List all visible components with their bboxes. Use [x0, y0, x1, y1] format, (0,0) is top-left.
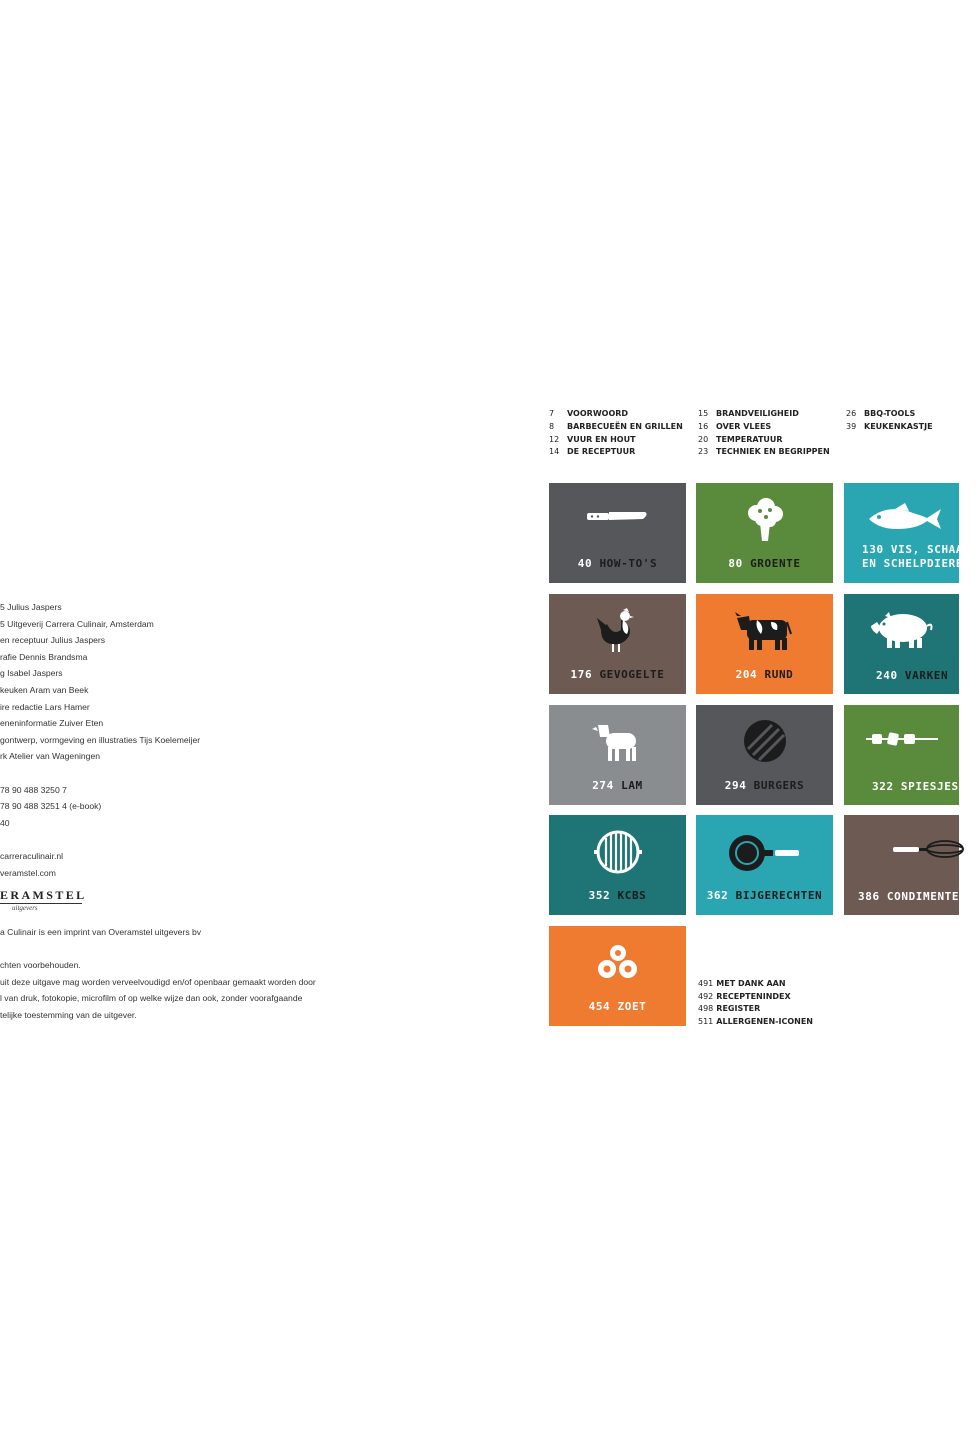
toc-list [549, 408, 959, 464]
knife-icon [583, 497, 653, 537]
toc-entry[interactable]: 16 OVER VLEES [698, 421, 772, 431]
back-matter-entry[interactable]: 492 RECEPTENINDEX [698, 991, 791, 1001]
toc-column-2 [698, 408, 830, 459]
back-matter-entry[interactable]: 498 REGISTER [698, 1004, 761, 1013]
chapter-tile-vis[interactable]: 130 VIS, SCHAAL- EN SCHELPDIEREN [844, 483, 959, 583]
burger-icon [740, 719, 790, 765]
back-matter-list [698, 978, 813, 1028]
chapter-tile-groente[interactable]: 80 GROENTE [696, 483, 833, 583]
toc-entry[interactable]: 15 BRANDVEILIGHEID [698, 409, 799, 418]
colophon-line: 5 Julius Jaspers [0, 602, 62, 612]
toc-entry[interactable]: 12 VUUR EN HOUT [549, 434, 636, 444]
toc-column-1 [549, 408, 683, 459]
chapter-tile-condimenten[interactable]: 386 CONDIMENTEN [844, 815, 959, 915]
pan-icon [725, 829, 805, 875]
colophon-line: 5 Uitgeverij Carrera Culinair, Amsterdam [0, 618, 154, 629]
chapter-tile-varken[interactable]: 240 VARKEN [844, 594, 959, 694]
isbn-line: 78 90 488 3251 4 (e-book) [0, 801, 102, 812]
imprint-line: a Culinair is een imprint van Overamstel uitgevers bv [0, 927, 202, 938]
chapter-tile-spiesjes[interactable]: 322 SPIESJES [844, 705, 959, 805]
lamb-icon [590, 719, 646, 765]
fish-icon [857, 497, 947, 537]
toc-column-3 [846, 408, 933, 434]
colophon-line: gontwerp, vormgeving en illustraties Tijs Koelemeijer [0, 734, 201, 745]
chapter-tile-zoet[interactable]: 454 ZOET [549, 926, 686, 1026]
isbn-line: 78 90 488 3250 7 [0, 784, 67, 795]
broccoli-icon [740, 497, 790, 543]
toc-entry[interactable]: 23 TECHNIEK EN BEGRIPPEN [698, 447, 830, 457]
back-matter-entry[interactable]: 511 ALLERGENEN-ICONEN [698, 1016, 814, 1026]
toc-entry[interactable]: 26 BBQ-TOOLS [846, 409, 916, 418]
back-matter-entry[interactable]: 491 MET DANK AAN [698, 979, 786, 988]
colophon-line: ire redactie Lars Hamer [0, 701, 90, 712]
colophon-line: g Isabel Jaspers [0, 668, 63, 679]
chapter-tile-how-tos[interactable]: 40 HOW-TO'S [549, 483, 686, 583]
toc-entry[interactable]: 20 TEMPERATUUR [698, 434, 783, 444]
whisk-icon [857, 829, 947, 869]
colophon-line: eneninformatie Zuiver Eten [0, 718, 104, 729]
pig-icon [857, 608, 947, 654]
chapter-tile-lam[interactable]: 274 LAM [549, 705, 686, 805]
toc-entry[interactable]: 14 DE RECEPTUUR [549, 447, 636, 457]
rights-line: uit deze uitgave mag worden verveelvoudigd en/of openbaar gemaakt worden door [0, 976, 316, 987]
rights-line: chten voorbehouden. [0, 960, 81, 971]
website-line: veramstel.com [0, 867, 56, 878]
website-line: carreraculinair.nl [0, 850, 64, 861]
toc-entry[interactable]: 7 VOORWOORD [549, 409, 629, 418]
toc-entry[interactable]: 39 KEUKENKASTJE [846, 421, 933, 431]
publisher-logo-sub: uitgevers [12, 904, 38, 913]
sweets-icon [593, 940, 643, 986]
colophon-line: keuken Aram van Beek [0, 684, 89, 695]
chapter-tile-gevogelte[interactable]: 176 GEVOGELTE [549, 594, 686, 694]
rights-line: telijke toestemming van de uitgever. [0, 1010, 137, 1021]
colophon-line: rk Atelier van Wageningen [0, 751, 100, 762]
colophon [0, 599, 360, 1024]
chicken-icon [593, 608, 643, 654]
colophon-line: en receptuur Julius Jaspers [0, 635, 106, 646]
grill-icon [590, 829, 646, 875]
rights-line: l van druk, fotokopie, microfilm of op welke wijze dan ook, zonder voorafgaande [0, 993, 303, 1004]
skewer-icon [862, 719, 942, 759]
publisher-logo-word: ERAMSTEL [0, 888, 87, 903]
cow-icon [733, 608, 797, 654]
colophon-line: rafie Dennis Brandsma [0, 651, 88, 662]
chapter-tile-burgers[interactable]: 294 BURGERS [696, 705, 833, 805]
toc-entry[interactable]: 8 BARBECUEËN EN GRILLEN [549, 421, 683, 431]
chapter-tile-rund[interactable]: 204 RUND [696, 594, 833, 694]
chapter-tile-bijgerechten[interactable]: 362 BIJGERECHTEN [696, 815, 833, 915]
publisher-logo [0, 889, 360, 915]
chapter-tile-kcbs[interactable]: 352 KCBS [549, 815, 686, 915]
nur-line: 40 [0, 817, 10, 828]
